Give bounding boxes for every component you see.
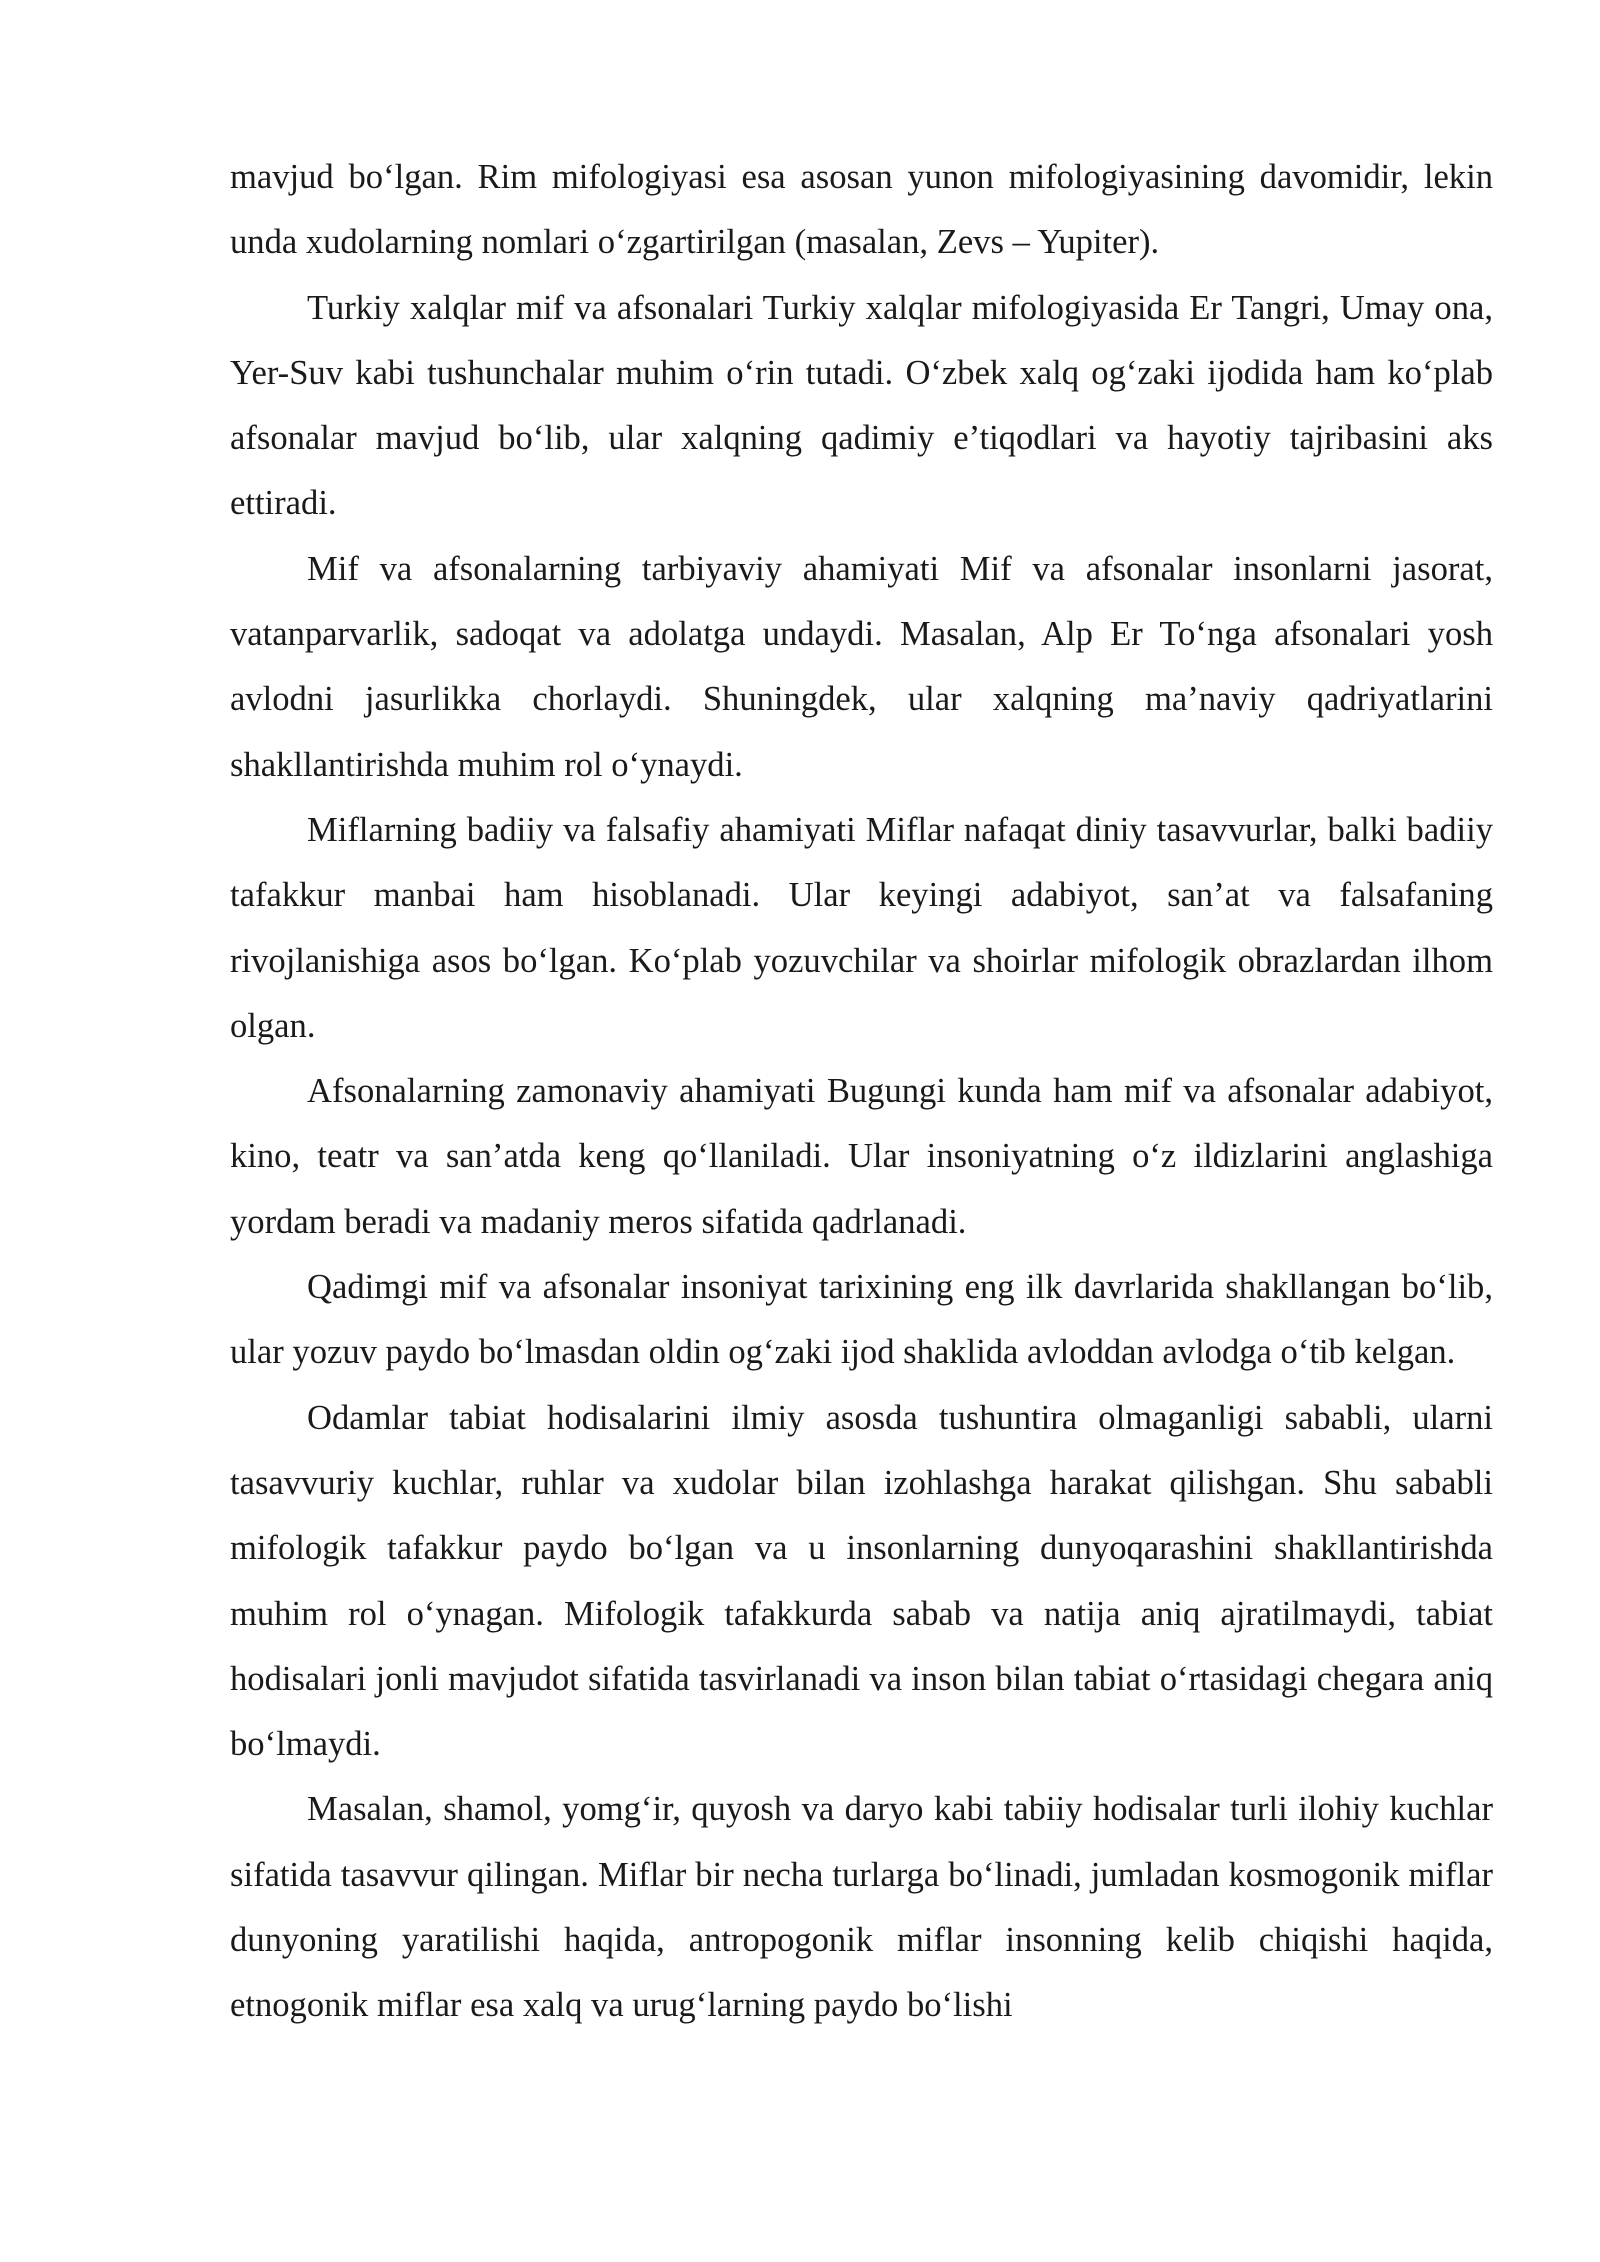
paragraph-mythological-thinking: Odamlar tabiat hodisalarini ilmiy asosda tushuntira olmaganligi sababli, ularni tasavvuriy kuchlar, ruhlar va xudolar bilan izohlashga harakat qilishgan. Shu sababli mifologik tafakkur paydo bo‘lgan va u insonlarning dunyoqarashini shakllantirishda muhim rol o‘ynagan. Mifologik tafakkurda sabab va natija aniq ajratilmaydi, tabiat hodisalari jonli mavjudot sifatida tasvirlanadi va inson bilan tabiat o‘rtasidagi chegara aniq bo‘lmaydi. bbox=[230, 1398, 1493, 1764]
paragraph-artistic-value: Miflarning badiiy va falsafiy ahamiyati Miflar nafaqat diniy tasavvurlar, balki badiiy tafakkur manbai ham hisoblanadi. Ular keyingi adabiyot, san’at va falsafaning rivojlanishiga asos bo‘lgan. Ko‘plab yozuvchilar va shoirlar mifologik obrazlardan ilhom olgan. bbox=[230, 810, 1493, 1045]
paragraph-ancient-origins: Qadimgi mif va afsonalar insoniyat tarixining eng ilk davrlarida shakllangan bo‘lib, ular yozuv paydo bo‘lmasdan oldin og‘zaki ijod shaklida avloddan avlodga o‘tib kelgan. bbox=[230, 1268, 1493, 1372]
paragraph-turkic-myths: Turkiy xalqlar mif va afsonalari Turkiy xalqlar mifologiyasida Er Tangri, Umay ona, Yer-Suv kabi tushunchalar muhim o‘rin tutadi. O‘zbek xalq og‘zaki ijodida ham ko‘plab afsonalar mavjud bo‘lib, ular xalqning qadimiy e’tiqodlari va hayotiy tajribasini aks ettiradi. bbox=[230, 288, 1493, 523]
paragraph-myth-types: Masalan, shamol, yomg‘ir, quyosh va daryo kabi tabiiy hodisalar turli ilohiy kuchlar sifatida tasavvur qilingan. Miflar bir necha turlarga bo‘linadi, jumladan kosmogonik miflar dunyoning yaratilishi haqida, antropogonik miflar insonning kelib chiqishi haqida, etnogonik miflar esa xalq va urug‘larning paydo bo‘lishi bbox=[230, 1790, 1493, 2025]
paragraph-modern-value: Afsonalarning zamonaviy ahamiyati Bugungi kunda ham mif va afsonalar adabiyot, kino, teatr va san’atda keng qo‘llaniladi. Ular insoniyatning o‘z ildizlarini anglashiga yordam beradi va madaniy meros sifatida qadrlanadi. bbox=[230, 1072, 1493, 1241]
paragraph-educational-value: Mif va afsonalarning tarbiyaviy ahamiyati Mif va afsonalar insonlarni jasorat, vatanparvarlik, sadoqat va adolatga undaydi. Masalan, Alp Er To‘nga afsonalari yosh avlodni jasurlikka chorlaydi. Shuningdek, ular xalqning ma’naviy qadriyatlarini shakllantirishda muhim rol o‘ynaydi. bbox=[230, 549, 1493, 784]
body-text bbox=[230, 145, 1493, 2039]
paragraph-continuation: mavjud bo‘lgan. Rim mifologiyasi esa asosan yunon mifologiyasining davomidir, lekin unda xudolarning nomlari o‘zgartirilgan (masalan, Zevs – Yupiter). bbox=[230, 158, 1493, 262]
